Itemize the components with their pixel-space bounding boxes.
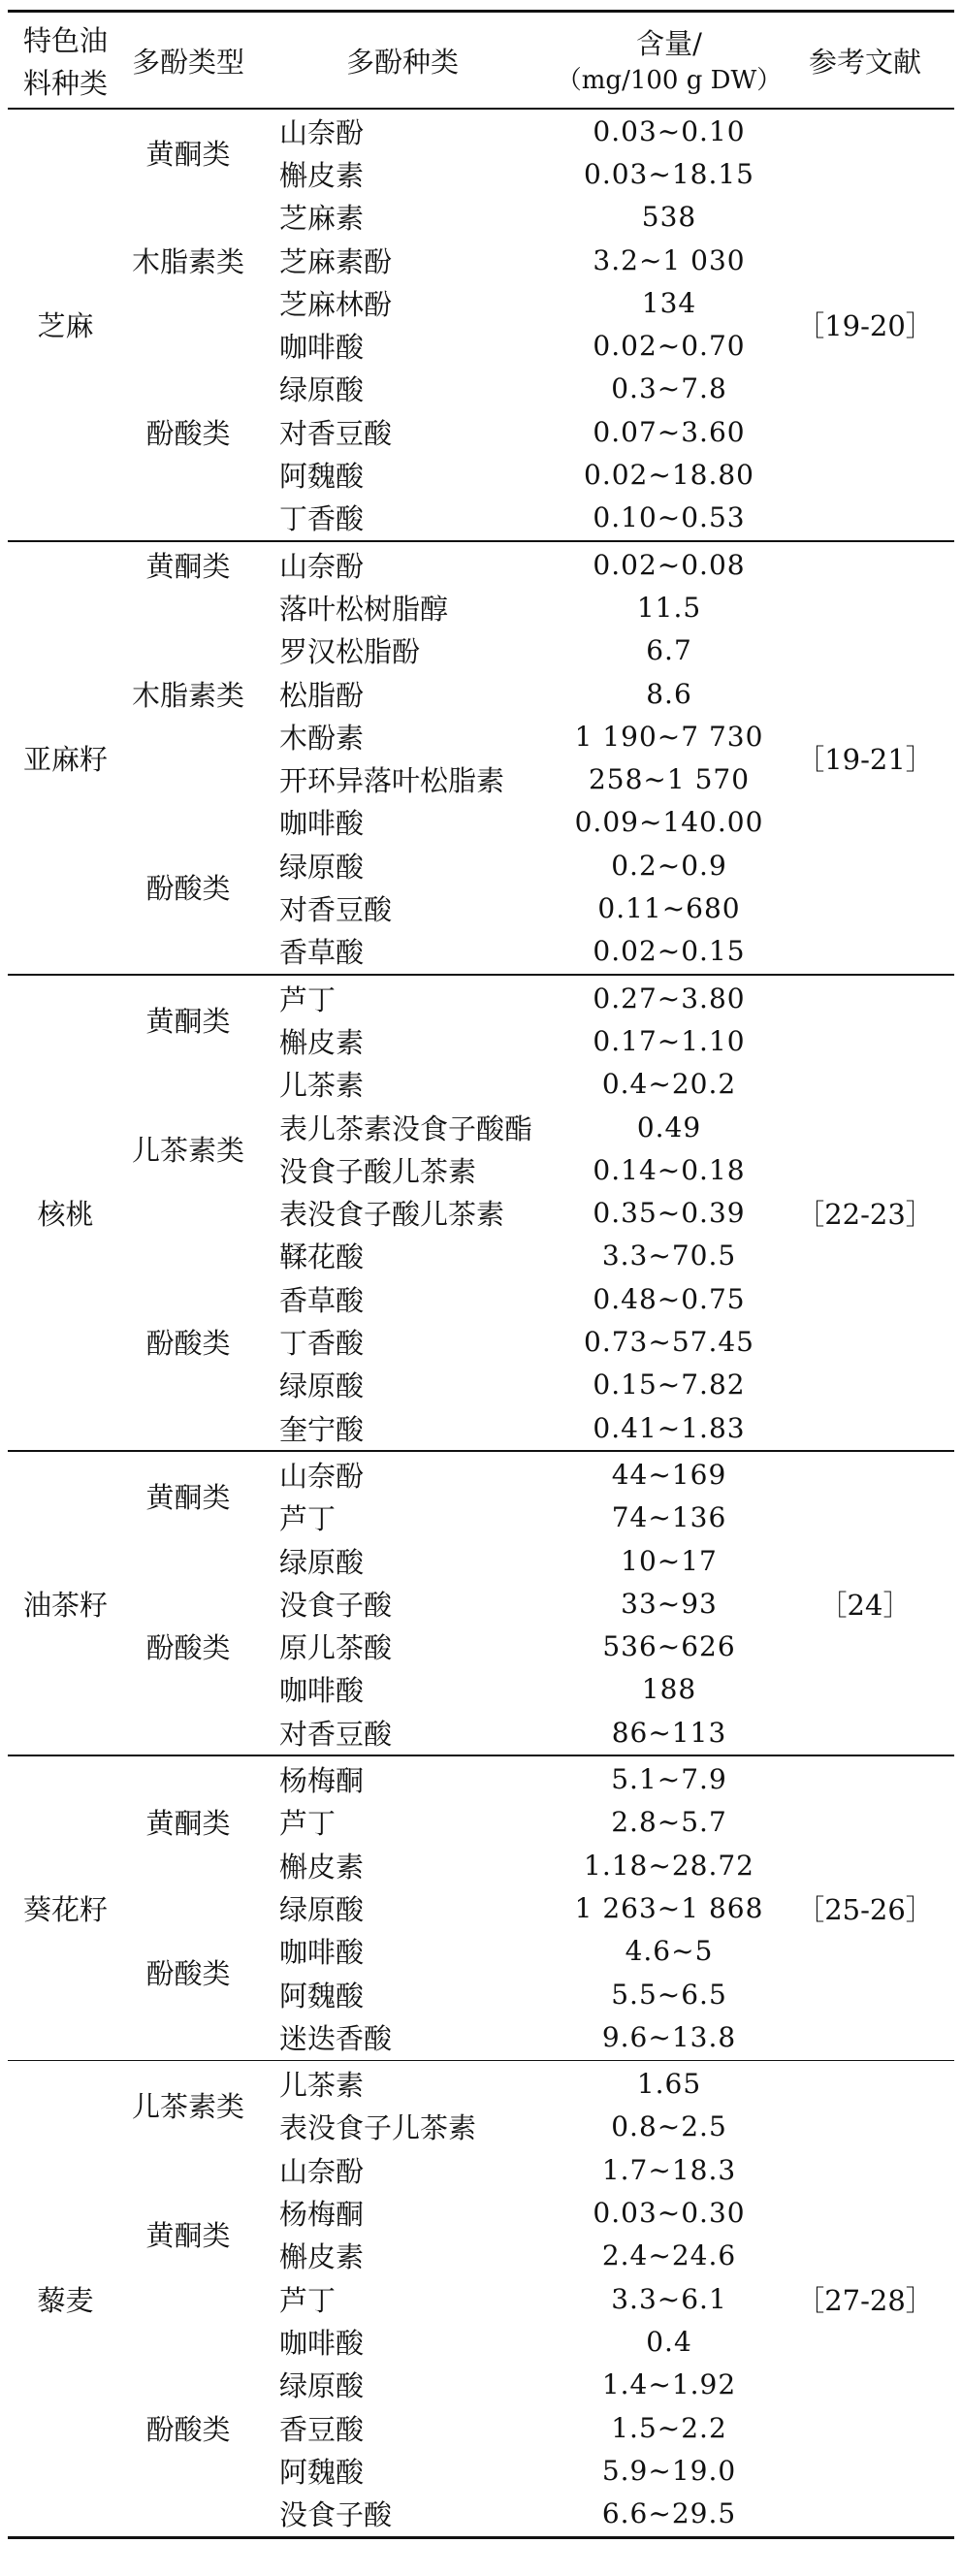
content-value [543,543,795,586]
content-value [543,497,795,539]
content-value-text: 1.7~18.3 [601,2153,737,2186]
polyphenol-name [279,196,570,239]
polyphenol-name-text: 山奈酚 [279,115,365,149]
reference-cell [776,110,954,539]
polyphenol-name [279,1757,570,1800]
content-value-text: 0.02~0.70 [593,330,746,363]
polyphenol-name [279,1019,570,1062]
polyphenol-type-label-text: 黄酮类 [145,1481,231,1515]
reference-cell [776,1453,954,1754]
group-separator [8,1450,954,1452]
crop-name-text: 藜麦 [37,2283,94,2317]
content-value-text: 0.48~0.75 [593,1282,746,1315]
content-value [543,1711,795,1754]
polyphenol-name-text: 对香豆酸 [279,893,393,927]
crop-name-text: 油茶籽 [22,1588,108,1622]
polyphenol-name [279,2235,570,2277]
polyphenol-name-text: 对香豆酸 [279,416,393,450]
polyphenol-name-text: 香豆酸 [279,2412,365,2446]
crop-name [0,1757,131,2058]
polyphenol-name-text: 绿原酸 [279,850,365,884]
header-content-line1: 含量/ [636,27,702,60]
polyphenol-name-text: 鞣花酸 [279,1240,365,1274]
polyphenol-name-text: 山奈酚 [279,549,365,583]
polyphenol-name-text: 没食子酸儿茶素 [279,1154,477,1188]
content-value-text: 0.41~1.83 [593,1411,746,1444]
content-value [543,453,795,496]
content-value [543,1757,795,1800]
polyphenol-name [279,1106,570,1148]
content-value [543,1106,795,1148]
polyphenol-name [279,1626,570,1668]
polyphenol-name [279,715,570,757]
content-value [543,152,795,195]
content-value [543,2320,795,2363]
polyphenol-name [279,2015,570,2058]
content-value-text: 3.3~6.1 [611,2282,727,2315]
polyphenol-name-text: 咖啡酸 [279,1674,365,1708]
content-value-text: 0.73~57.45 [584,1326,754,1359]
polyphenol-name-text: 绿原酸 [279,1892,365,1926]
polyphenol-name [279,2449,570,2492]
polyphenol-name [279,152,570,195]
polyphenol-name [279,1277,570,1320]
content-value [543,1019,795,1062]
header-polyphenol-type-text: 多酚类型 [131,46,244,79]
polyphenol-name-text: 咖啡酸 [279,331,365,365]
content-value-text: 258~1 570 [588,763,751,796]
polyphenol-name-text: 原儿茶酸 [279,1631,393,1665]
polyphenol-type-label [131,2148,245,2320]
content-value-text: 11.5 [636,591,702,624]
polyphenol-type-label-text: 黄酮类 [145,1004,231,1038]
polyphenol-name [279,368,570,410]
header-crop-category-text: 特色油料种类 [22,24,108,100]
polyphenol-name-text: 槲皮素 [279,158,365,192]
polyphenol-type-label-text: 木脂素类 [131,678,244,712]
content-value [543,1801,795,1844]
content-value-text: 86~113 [611,1716,727,1749]
header-reference [776,17,954,107]
polyphenol-type-label-text: 酚酸类 [145,1957,231,1991]
polyphenol-name-text: 阿魏酸 [279,1979,365,2012]
content-value [543,2406,795,2449]
header-reference-text: 参考文献 [808,46,921,79]
polyphenol-type-label [131,1886,245,2058]
polyphenol-type-label [131,1757,245,1886]
content-value-text: 44~169 [611,1458,727,1491]
content-value-text: 0.2~0.9 [611,849,727,882]
polyphenol-type-label [131,196,245,325]
content-value [543,1364,795,1406]
polyphenol-type-label-text: 黄酮类 [145,2219,231,2253]
content-value-text: 5.9~19.0 [601,2454,737,2487]
polyphenol-name-text: 丁香酸 [279,502,365,536]
polyphenol-name [279,325,570,368]
content-value-text: 8.6 [646,677,692,710]
reference-cell-text: ［22-23］ [796,1198,934,1232]
polyphenol-name-text: 绿原酸 [279,373,365,407]
polyphenol-name-text: 松脂酚 [279,678,365,712]
polyphenol-name [279,1192,570,1235]
polyphenol-name-text: 芦丁 [279,1807,337,1841]
polyphenol-type-label [131,977,245,1063]
polyphenol-type-label [131,2063,245,2149]
content-value-text: 3.2~1 030 [593,243,746,276]
polyphenol-name [279,1063,570,1106]
polyphenol-name-text: 阿魏酸 [279,2455,365,2489]
content-value [543,629,795,672]
polyphenol-name [279,930,570,973]
polyphenol-name-text: 咖啡酸 [279,807,365,841]
content-value [543,2235,795,2277]
content-value [543,2364,795,2406]
polyphenol-name [279,886,570,929]
content-value-text: 2.4~24.6 [601,2239,737,2272]
polyphenol-name-text: 丁香酸 [279,1327,365,1361]
content-value-text: 5.1~7.9 [611,1763,727,1796]
content-value [543,325,795,368]
reference-cell [776,2063,954,2535]
polyphenol-name [279,844,570,886]
content-value [543,1235,795,1277]
polyphenol-name [279,453,570,496]
group-separator [8,974,954,976]
polyphenol-name [279,1844,570,1886]
content-value-text: 1.4~1.92 [601,2368,737,2401]
polyphenol-type-label [131,325,245,540]
content-value [543,1582,795,1625]
reference-cell-text: ［27-28］ [796,2283,934,2317]
polyphenol-type-label-text: 黄酮类 [145,1807,231,1841]
polyphenol-name [279,1497,570,1539]
polyphenol-name-text: 咖啡酸 [279,1936,365,1970]
crop-name-text: 芝麻 [37,309,94,342]
polyphenol-name [279,1539,570,1582]
polyphenol-name [279,2320,570,2363]
polyphenol-name [279,1406,570,1449]
content-value-text: 0.8~2.5 [611,2110,727,2143]
content-value [543,1626,795,1668]
content-value [543,1148,795,1191]
content-value-text: 1 263~1 868 [574,1891,764,1924]
content-value-text: 536~626 [602,1630,736,1663]
content-value [543,410,795,453]
polyphenol-name-text: 没食子酸 [279,2498,393,2532]
polyphenol-name [279,2364,570,2406]
polyphenol-name [279,2493,570,2535]
content-value-text: 0.27~3.80 [593,982,746,1014]
content-value-text: 0.14~0.18 [593,1153,746,1186]
content-value-text: 1 190~7 730 [574,720,764,753]
polyphenol-name-text: 落叶松树脂醇 [279,592,449,626]
polyphenol-name-text: 槲皮素 [279,1025,365,1059]
polyphenol-name-text: 芝麻林酚 [279,287,393,321]
polyphenol-name-text: 槲皮素 [279,2240,365,2274]
content-value [543,1277,795,1320]
polyphenol-name-text: 绿原酸 [279,1545,365,1579]
polyphenol-name [279,1930,570,1973]
polyphenol-name-text: 阿魏酸 [279,460,365,494]
polyphenol-name [279,758,570,801]
content-value [543,1192,795,1235]
polyphenol-name [279,2063,570,2106]
polyphenol-type-label-text: 黄酮类 [145,137,231,171]
reference-cell-text: ［19-21］ [796,743,934,776]
content-value [543,1668,795,1711]
polyphenol-name [279,1148,570,1191]
content-value-text: 10~17 [621,1544,718,1577]
content-value-text: 1.18~28.72 [584,1849,754,1882]
polyphenol-name [279,2148,570,2191]
content-value [543,2449,795,2492]
polyphenol-name-text: 开环异落叶松脂素 [279,764,505,798]
polyphenol-name [279,110,570,152]
polyphenol-type-label [131,801,245,973]
content-value-text: 0.02~0.08 [593,548,746,581]
polyphenol-name [279,2191,570,2234]
content-value-text: 0.35~0.39 [593,1197,746,1230]
content-value [543,1539,795,1582]
polyphenol-type-label-text: 木脂素类 [131,244,244,278]
content-value [543,758,795,801]
polyphenol-name-text: 对香豆酸 [279,1717,393,1751]
content-value [543,1930,795,1973]
polyphenol-name-text: 奎宁酸 [279,1412,365,1446]
header-content [543,17,795,107]
polyphenol-name-text: 芝麻素 [279,202,365,236]
reference-cell [776,1757,954,2058]
content-value [543,2015,795,2058]
polyphenol-name [279,629,570,672]
crop-name [0,110,131,539]
content-value-text: 134 [641,286,697,319]
polyphenol-name-text: 儿茶素 [279,2069,365,2103]
crop-name-text: 葵花籽 [22,1892,108,1926]
content-value-text: 0.49 [636,1111,702,1143]
crop-name [0,2063,131,2535]
polyphenol-name-text: 芦丁 [279,982,337,1016]
content-value [543,1844,795,1886]
polyphenol-type-label [131,2320,245,2535]
header-polyphenol-type [131,17,245,107]
content-value-text: 1.65 [636,2068,702,2101]
content-value [543,586,795,628]
polyphenol-name [279,1320,570,1363]
content-value [543,715,795,757]
content-value-text: 3.3~70.5 [601,1240,737,1272]
content-value-text: 0.07~3.60 [593,415,746,448]
content-value [543,672,795,715]
polyphenol-type-label [131,110,245,196]
reference-cell [776,543,954,973]
polyphenol-type-label [131,1235,245,1450]
crop-name-text: 亚麻籽 [22,743,108,776]
content-value [543,977,795,1019]
group-separator [8,540,954,542]
content-value [543,1886,795,1929]
polyphenol-name [279,2277,570,2320]
content-value-text: 0.02~0.15 [593,935,746,968]
content-value-text: 5.5~6.5 [611,1978,727,2011]
content-value-text: 0.09~140.00 [574,806,764,839]
content-value [543,2493,795,2535]
polyphenol-type-label [131,1539,245,1755]
polyphenol-type-label-text: 黄酮类 [145,549,231,583]
content-value [543,2277,795,2320]
polyphenol-name-text: 山奈酚 [279,1459,365,1493]
polyphenol-type-label-text: 酚酸类 [145,871,231,905]
crop-name [0,977,131,1449]
content-value [543,1973,795,2015]
polyphenol-name-text: 香草酸 [279,936,365,970]
content-value [543,2148,795,2191]
content-value-text: 0.03~0.10 [593,114,746,147]
polyphenol-name-text: 绿原酸 [279,1369,365,1403]
header-polyphenol-species-text: 多酚种类 [345,46,459,79]
polyphenol-name [279,543,570,586]
polyphenol-name [279,977,570,1019]
polyphenol-name [279,239,570,281]
header-crop-category [0,17,131,107]
polyphenol-name [279,1364,570,1406]
table-top-rule [8,10,954,13]
content-value [543,930,795,973]
content-value [543,1406,795,1449]
content-value-text: 0.4~20.2 [601,1068,737,1101]
reference-cell-text: ［25-26］ [796,1892,934,1926]
polyphenol-type-label [131,586,245,801]
polyphenol-name-text: 表没食子儿茶素 [279,2111,477,2145]
polyphenol-name-text: 儿茶素 [279,1069,365,1103]
crop-name [0,1453,131,1754]
content-value-text: 1.5~2.2 [611,2411,727,2444]
content-value [543,1320,795,1363]
header-content-line2: （mg/100 g DW） [556,66,783,95]
reference-cell-text: ［19-20］ [796,309,934,342]
content-value [543,281,795,324]
polyphenol-name [279,281,570,324]
polyphenol-type-label [131,1063,245,1235]
content-value [543,2106,795,2148]
header-polyphenol-species [262,17,543,107]
polyphenol-type-label-text: 儿茶素类 [131,2090,244,2124]
polyphenol-name-text: 绿原酸 [279,2369,365,2403]
polyphenol-name [279,1453,570,1496]
content-value-text: 6.6~29.5 [601,2497,737,2530]
polyphenol-name-text: 山奈酚 [279,2154,365,2188]
content-value [543,2063,795,2106]
polyphenol-type-label-text: 儿茶素类 [131,1133,244,1167]
polyphenol-name-text: 香草酸 [279,1283,365,1317]
polyphenol-name-text: 没食子酸 [279,1588,393,1622]
content-value-text: 0.3~7.8 [611,372,727,405]
content-value [543,1497,795,1539]
polyphenol-name-text: 芝麻素酚 [279,244,393,278]
polyphenol-name [279,2106,570,2148]
polyphenol-name [279,586,570,628]
polyphenol-name [279,1711,570,1754]
reference-cell-text: ［24］ [818,1588,912,1622]
polyphenol-type-label-text: 酚酸类 [145,1327,231,1361]
content-value-text: 6.7 [646,634,692,667]
polyphenol-type-label-text: 酚酸类 [145,1631,231,1665]
polyphenol-type-label-text: 酚酸类 [145,2412,231,2446]
polyphenol-type-label-text: 酚酸类 [145,416,231,450]
content-value-text: 33~93 [621,1587,718,1620]
polyphenol-name-text: 杨梅酮 [279,1764,365,1798]
polyphenol-name [279,1801,570,1844]
polyphenol-name [279,1582,570,1625]
polyphenol-name [279,1886,570,1929]
table-bottom-rule [8,2536,954,2539]
content-value [543,2191,795,2234]
polyphenol-name-text: 罗汉松脂酚 [279,635,421,669]
content-value-text: 0.11~680 [597,892,741,925]
content-value-text: 188 [641,1673,697,1706]
polyphenol-name-text: 表没食子酸儿茶素 [279,1198,505,1232]
content-value-text: 0.17~1.10 [593,1024,746,1057]
content-value-text: 9.6~13.8 [601,2020,737,2053]
crop-name [0,543,131,973]
content-value [543,196,795,239]
polyphenol-name [279,1235,570,1277]
polyphenol-name-text: 木酚素 [279,721,365,755]
content-value [543,368,795,410]
polyphenol-name [279,497,570,539]
polyphenol-name-text: 芦丁 [279,2283,337,2317]
content-value [543,801,795,844]
polyphenol-name [279,2406,570,2449]
content-value-text: 2.8~5.7 [611,1806,727,1839]
content-value [543,886,795,929]
polyphenol-name-text: 表儿茶素没食子酸酯 [279,1111,533,1145]
content-value [543,844,795,886]
content-value-text: 0.02~18.80 [584,459,754,492]
content-value-text: 0.03~0.30 [593,2197,746,2230]
polyphenol-name [279,410,570,453]
polyphenol-name [279,801,570,844]
content-value [543,1453,795,1496]
group-separator [8,2060,954,2062]
crop-name-text: 核桃 [37,1198,94,1232]
reference-cell [776,977,954,1449]
polyphenol-name-text: 迷迭香酸 [279,2021,393,2055]
group-separator [8,1755,954,1756]
polyphenol-name-text: 槲皮素 [279,1850,365,1884]
content-value [543,239,795,281]
polyphenol-type-label [131,1453,245,1539]
content-value-text: 0.15~7.82 [593,1368,746,1401]
polyphenol-name-text: 咖啡酸 [279,2326,365,2360]
content-value-text: 0.10~0.53 [593,501,746,534]
content-value [543,1063,795,1106]
polyphenol-name-text: 杨梅酮 [279,2198,365,2232]
content-value [543,110,795,152]
polyphenol-name-text: 芦丁 [279,1502,337,1536]
content-value-text: 4.6~5 [625,1935,714,1968]
content-value-text: 0.4 [646,2325,692,2358]
polyphenol-name [279,672,570,715]
polyphenol-type-label [131,543,245,586]
content-value-text: 538 [641,201,697,234]
content-value-text: 74~136 [611,1501,727,1534]
content-value-text: 0.03~18.15 [584,157,754,190]
polyphenol-name [279,1668,570,1711]
polyphenol-name [279,1973,570,2015]
